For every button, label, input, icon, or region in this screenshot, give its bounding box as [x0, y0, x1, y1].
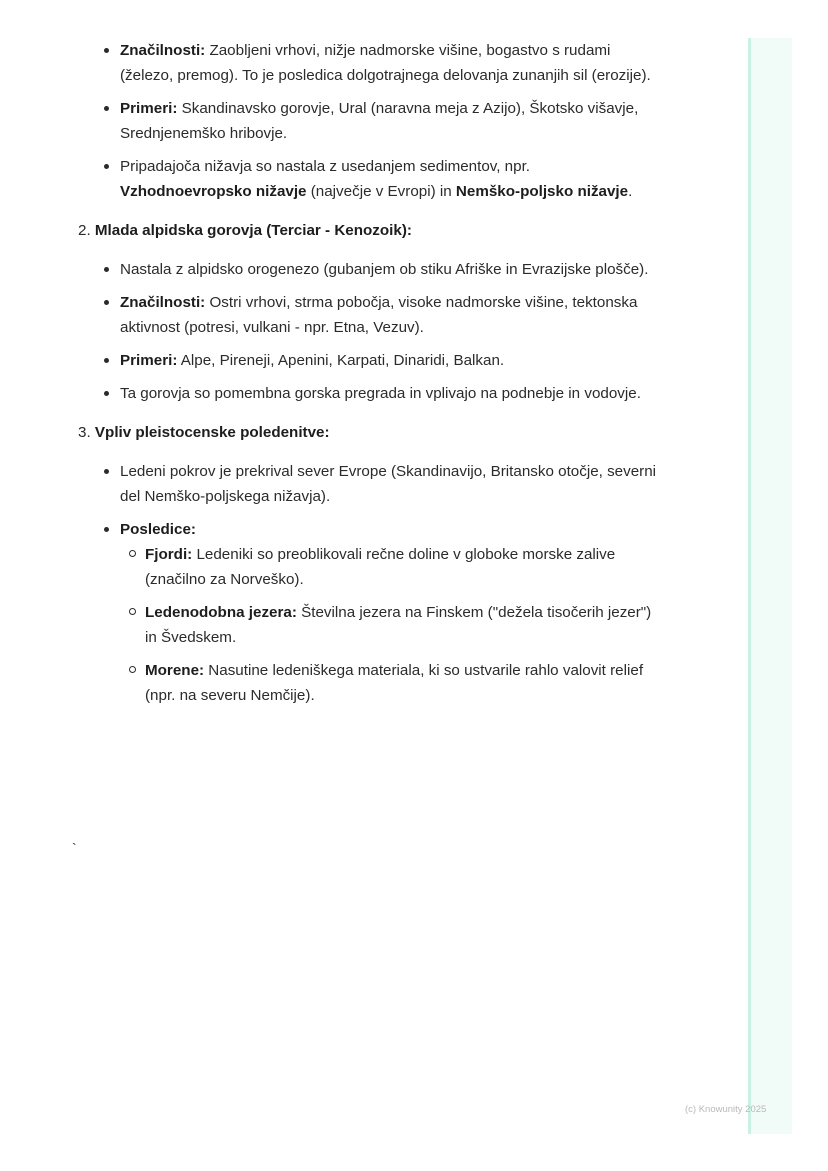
bullet-label: Značilnosti: — [120, 294, 206, 311]
stray-backtick: ` — [72, 840, 77, 856]
bullet-text: Pripadajoča nižavja so nastala z usedanjem sedimentov, npr. — [120, 158, 531, 175]
bullet-emphasis: Nemško-poljsko nižavje — [455, 183, 629, 200]
sub-list-item — [145, 600, 658, 650]
section-3-bullet-list — [120, 459, 658, 708]
section-heading-3 — [78, 420, 658, 445]
sub-bullet-label: Ledenodobna jezera: — [145, 604, 297, 621]
bullet-text: . — [628, 183, 633, 200]
sub-bullet-text: Številna jezera na Finskem ("dežela tisočerih jezer") in Švedskem. — [145, 604, 652, 646]
bullet-text: (največje v Evropi) in — [306, 183, 456, 200]
side-panel — [748, 38, 792, 1134]
sub-bullet-label: Fjordi: — [145, 546, 193, 563]
list-item — [120, 517, 658, 708]
sub-list-item — [145, 542, 658, 592]
sub-bullet-text: Nasutine ledeniškega materiala, ki so ustvarile rahlo valovit relief (npr. na severu Nemčije). — [145, 662, 644, 704]
consequences-sub-list — [145, 542, 658, 708]
section-2-bullet-list — [120, 257, 658, 406]
list-item — [120, 96, 658, 146]
sub-bullet-label: Morene: — [145, 662, 205, 679]
list-item — [120, 257, 658, 282]
section-title: Mlada alpidska gorovja (Terciar - Kenozoik): — [94, 222, 412, 239]
intro-bullet-list — [120, 38, 658, 204]
bullet-text: Nastala z alpidsko orogenezo (gubanjem ob stiku Afriške in Evrazijske plošče). — [120, 261, 649, 278]
list-item — [120, 154, 658, 204]
list-item — [120, 348, 658, 373]
bullet-label: Posledice: — [120, 521, 196, 538]
list-item — [120, 290, 658, 340]
bullet-emphasis: Vzhodnoevropsko nižavje — [120, 183, 307, 200]
section-number: 2. — [78, 222, 91, 239]
bullet-text: Skandinavsko gorovje, Ural (naravna meja z Azijo), Škotsko višavje, Srednjenemško hribovje. — [120, 100, 639, 142]
list-item — [120, 381, 658, 406]
section-title: Vpliv pleistocenske poledenitve: — [94, 424, 330, 441]
section-heading-2 — [78, 218, 658, 243]
bullet-text: Ledeni pokrov je prekrival sever Evrope (Skandinavijo, Britansko otočje, severni del Nemško-poljskega nižavja). — [120, 463, 657, 505]
list-item — [120, 38, 658, 88]
side-panel-border — [748, 38, 751, 1134]
copyright-footer: (c) Knowunity 2025 — [685, 1104, 767, 1115]
section-number: 3. — [78, 424, 91, 441]
bullet-label: Primeri: — [120, 352, 178, 369]
bullet-text: Alpe, Pireneji, Apenini, Karpati, Dinaridi, Balkan. — [177, 352, 505, 369]
list-item — [120, 459, 658, 509]
bullet-label: Značilnosti: — [120, 42, 206, 59]
sub-list-item — [145, 658, 658, 708]
bullet-text: Zaobljeni vrhovi, nižje nadmorske višine, bogastvo s rudami (železo, premog). To je posledica dolgotrajnega delovanja zunanjih sil (erozije). — [120, 42, 651, 84]
document-body — [78, 38, 658, 716]
bullet-label: Primeri: — [120, 100, 178, 117]
bullet-text: Ta gorovja so pomembna gorska pregrada in vplivajo na podnebje in vodovje. — [120, 385, 641, 402]
bullet-text: Ostri vrhovi, strma pobočja, visoke nadmorske višine, tektonska aktivnost (potresi, vulkani - npr. Etna, Vezuv). — [120, 294, 638, 336]
sub-bullet-text: Ledeniki so preoblikovali rečne doline v globoke morske zalive (značilno za Norveško). — [145, 546, 616, 588]
